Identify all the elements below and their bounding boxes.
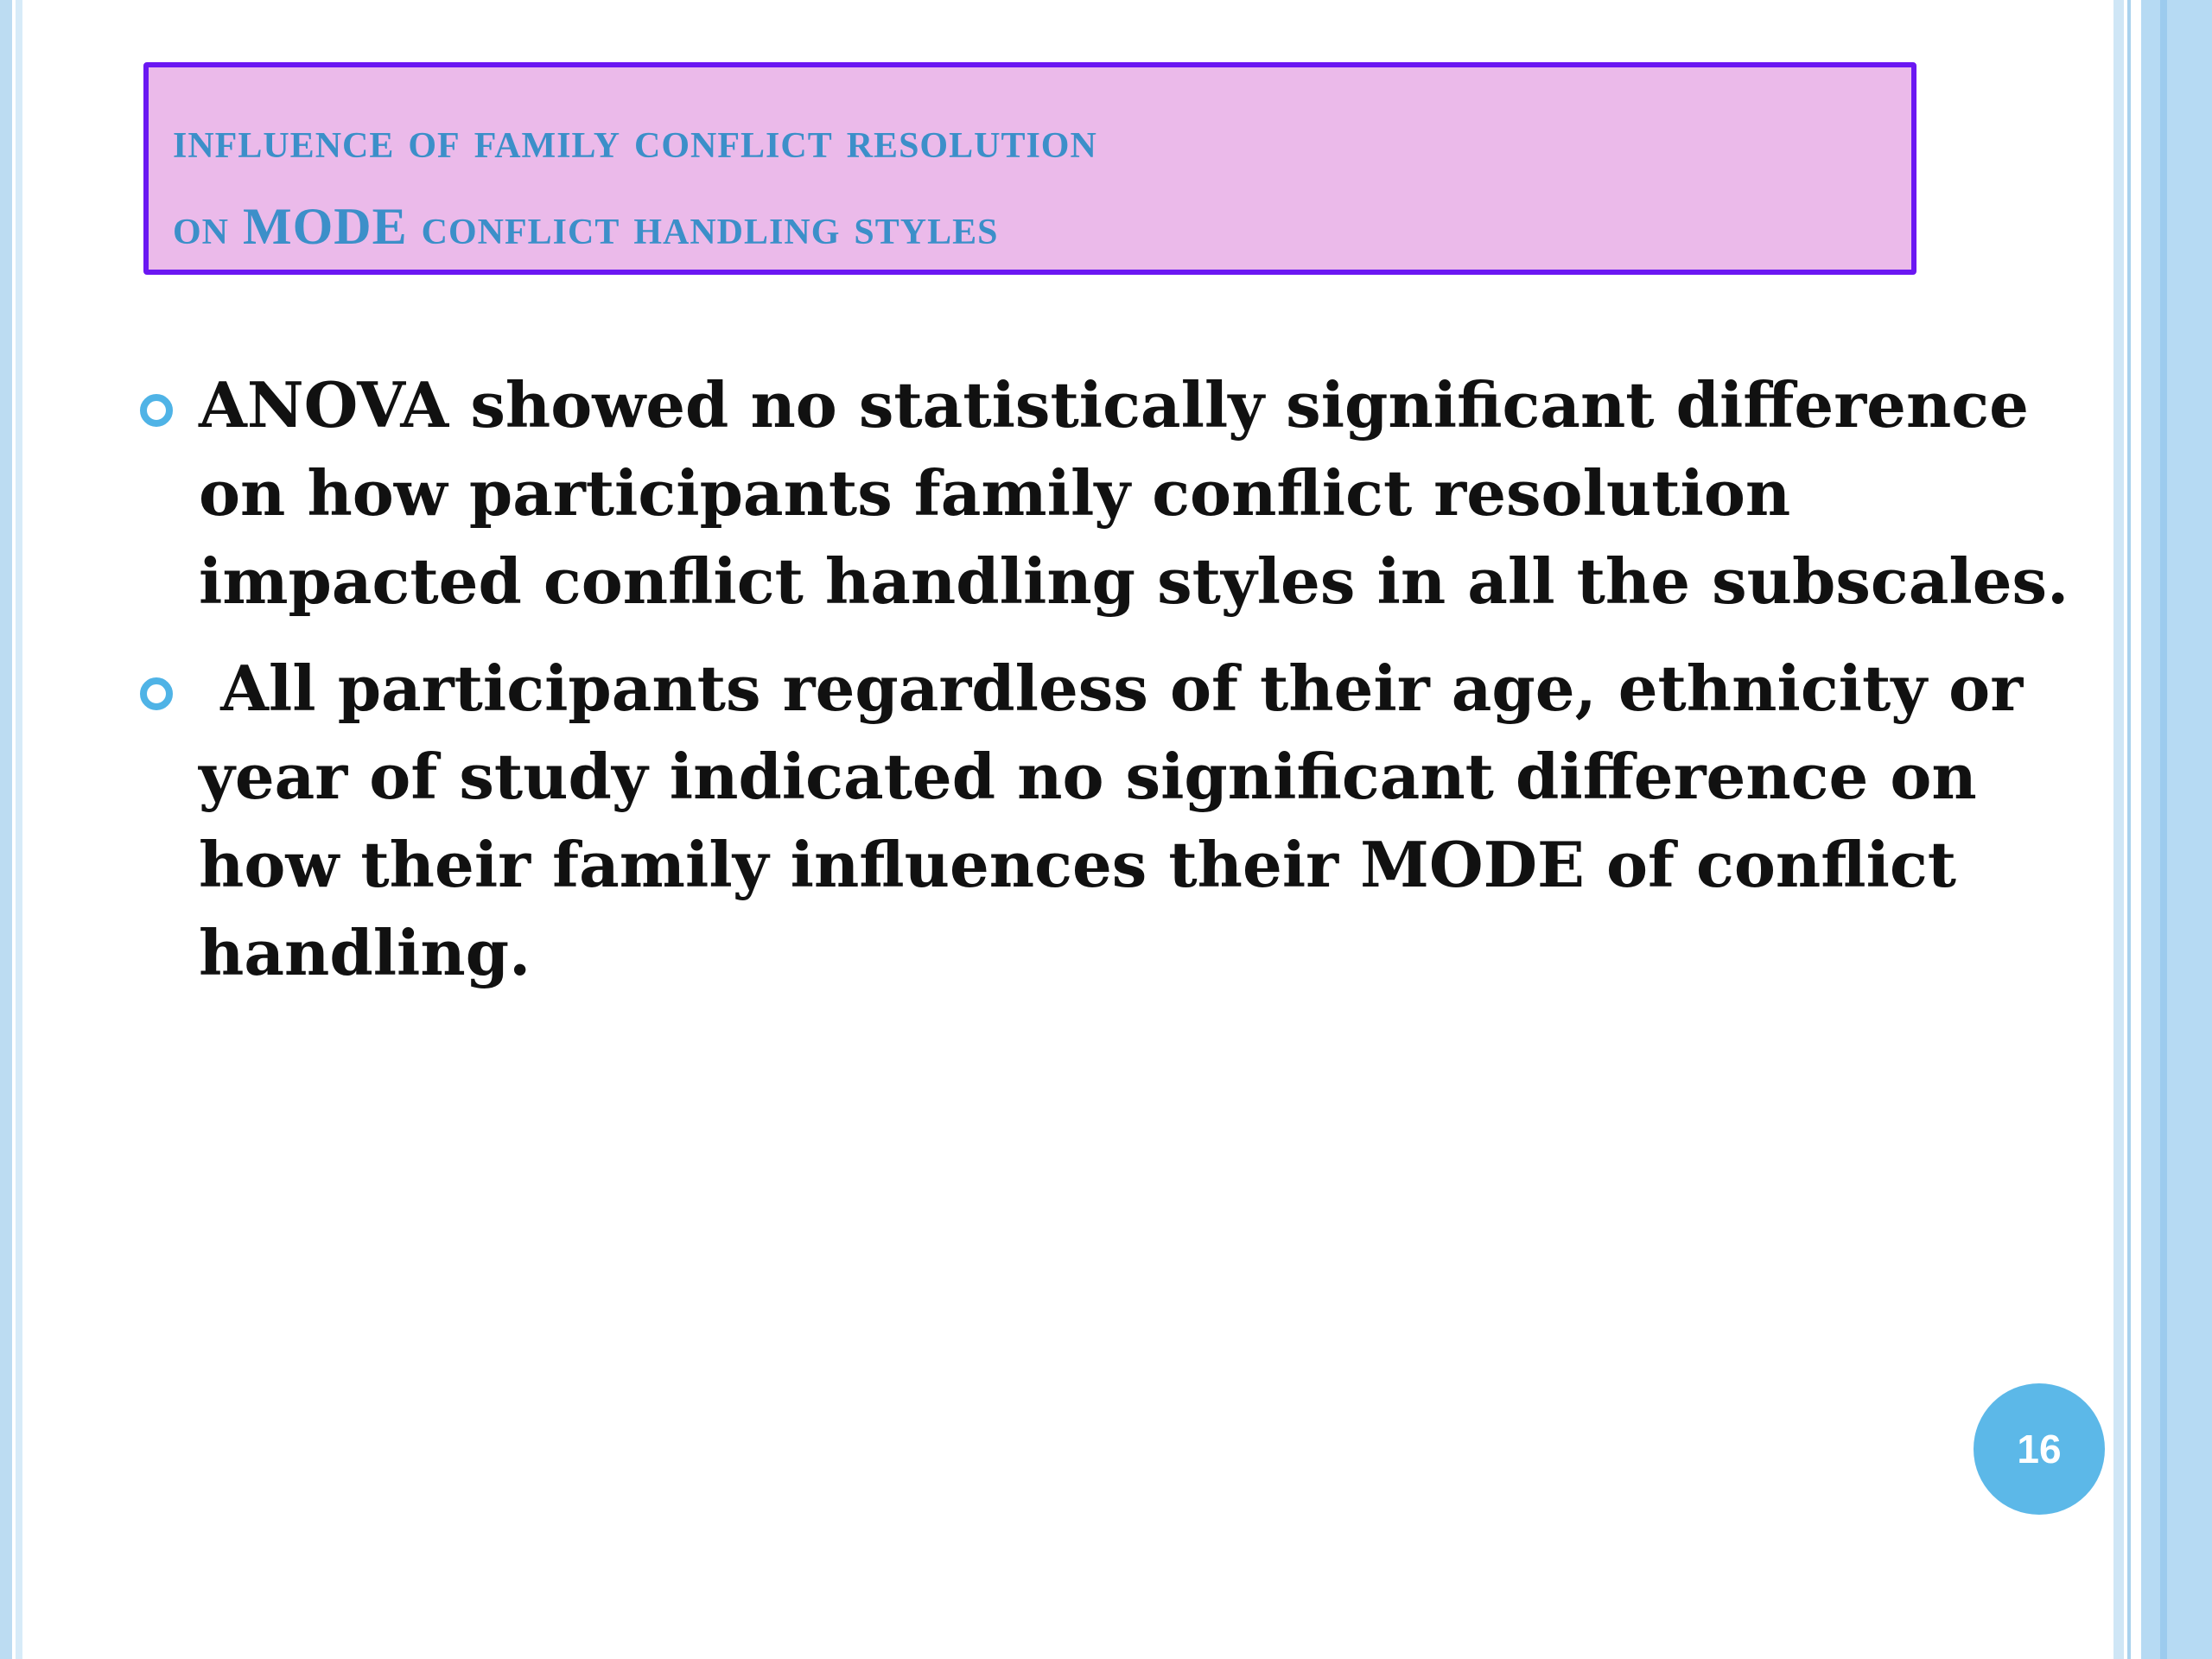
title-line-2-suffix: conflict handling styles — [421, 198, 999, 255]
bullet-text: ANOVA showed no statistically significant difference on how participants family conflict resolution impacted conflict handling styles in all the subscales. — [199, 368, 2069, 618]
left-decorative-stripe — [0, 0, 12, 1659]
right-decorative-stripe-2 — [2127, 0, 2131, 1659]
slide-title-line-2 — [173, 183, 1887, 270]
slide-title-box — [143, 62, 1916, 275]
bullet-item — [130, 361, 2108, 626]
bullet-text: All participants regardless of their age, ethnicity or year of study indicated no significant difference on how their family influences their MODE of conflict handling. — [199, 652, 2024, 989]
bullet-item — [130, 645, 2108, 997]
right-decorative-stripe-4 — [2160, 0, 2167, 1659]
title-line-1-text: influence of family conflict resolution — [173, 111, 1097, 168]
page-number-badge — [1974, 1383, 2105, 1515]
right-decorative-stripe-3 — [2141, 0, 2212, 1659]
slide-title-line-1 — [173, 97, 1887, 183]
title-line-2-mode: MODE — [243, 198, 408, 255]
bullet-list — [130, 361, 2108, 1016]
left-decorative-stripe-inner — [16, 0, 22, 1659]
right-decorative-stripe-1 — [2113, 0, 2124, 1659]
title-line-2-prefix: on — [173, 198, 229, 255]
page-number: 16 — [2017, 1427, 2062, 1471]
bullet-circle-icon — [140, 677, 173, 710]
bullet-circle-icon — [140, 394, 173, 427]
